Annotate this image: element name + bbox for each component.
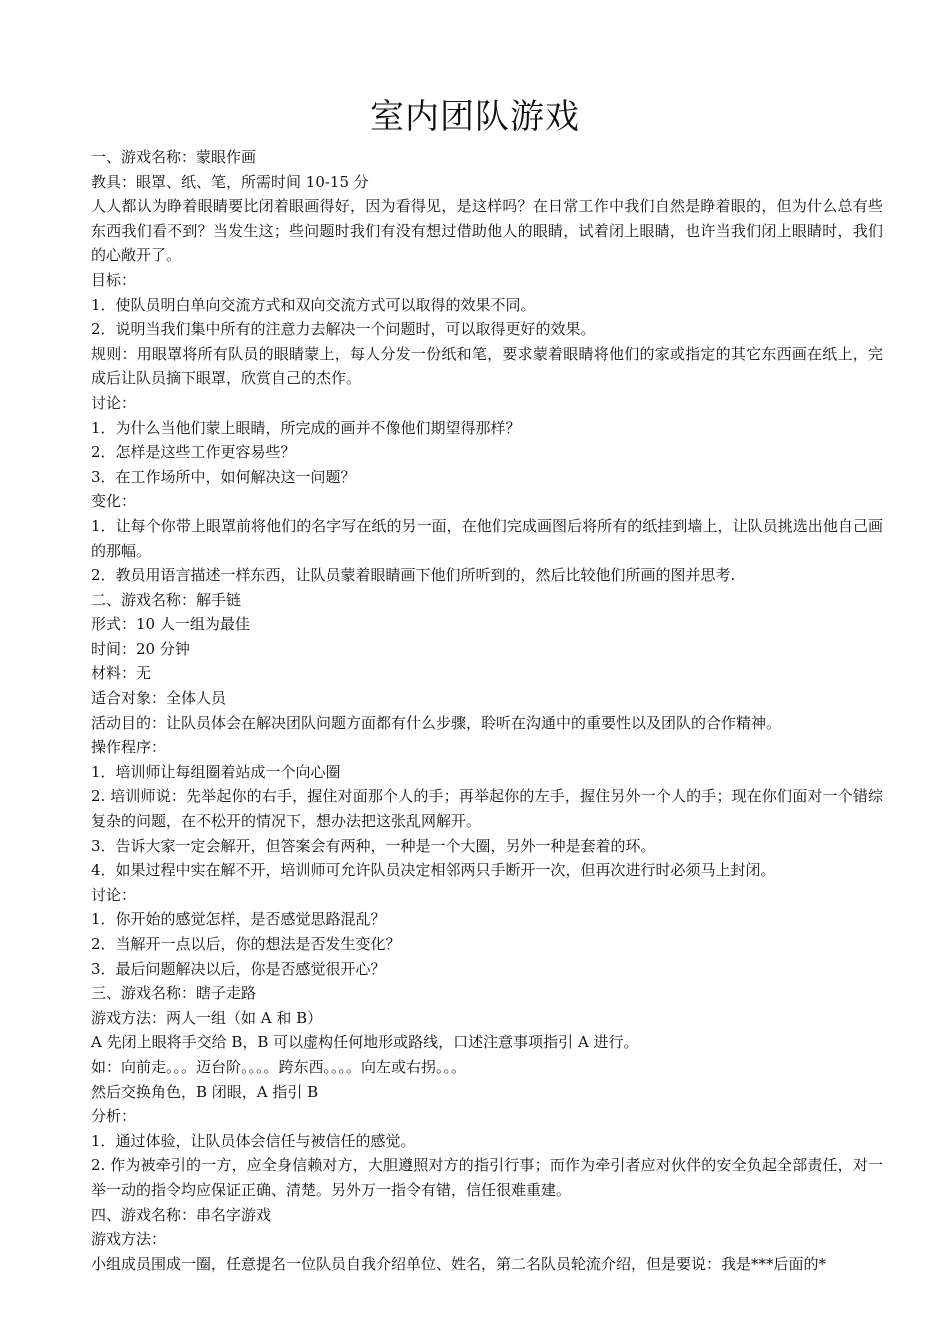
paragraph: 目标： xyxy=(91,270,137,289)
paragraph: 游戏方法：两人一组（如 A 和 B） xyxy=(91,1008,323,1027)
paragraph: 一、游戏名称：蒙眼作画 xyxy=(91,148,257,166)
paragraph: 1．培训师让每组圈着站成一个向心圈 xyxy=(91,762,341,781)
document-body xyxy=(91,145,883,1276)
paragraph: 变化： xyxy=(91,492,137,511)
paragraph: 1．为什么当他们蒙上眼睛，所完成的画并不像他们期望得那样？ xyxy=(91,418,521,437)
paragraph: 材料：无 xyxy=(91,664,152,683)
document-title: 室内团队游戏 xyxy=(370,97,580,137)
paragraph: 2. 作为被牵引的一方，应全身信赖对方，大胆遵照对方的指引行事；而作为牵引者应对伙伴的安全负起全部责任，对一举一动的指令均应保证正确、清楚。另外万一指令有错，信任很难重建。 xyxy=(91,1156,883,1199)
paragraph: 然后交换角色，B 闭眼，A 指引 B xyxy=(91,1082,319,1101)
paragraph: 人人都认为睁着眼睛要比闭着眼画得好，因为看得见，是这样吗？在日常工作中我们自然是睁着眼的，但为什么总有些东西我们看不到？当发生这；些问题时我们有没有想过借助他人的眼睛，试着闭上眼睛，也许当我们闭上眼睛时，我们的心敞开了。 xyxy=(91,197,883,265)
paragraph: 二、游戏名称：解手链 xyxy=(91,590,242,609)
paragraph: 三、游戏名称：瞎子走路 xyxy=(91,984,257,1003)
paragraph: 3．在工作场所中，如何解决这一问题？ xyxy=(91,467,356,486)
paragraph: 2．当解开一点以后，你的想法是否发生变化？ xyxy=(91,935,401,953)
paragraph: 操作程序： xyxy=(91,738,167,757)
paragraph: A 先闭上眼将手交给 B，B 可以虚构任何地形或路线，口述注意事项指引 A 进行。 xyxy=(91,1033,639,1052)
paragraph: 讨论： xyxy=(91,885,137,904)
paragraph: 适合对象：全体人员 xyxy=(91,689,227,708)
paragraph: 规则：用眼罩将所有队员的眼睛蒙上，每人分发一份纸和笔，要求蒙着眼睛将他们的家或指定的其它东西画在纸上，完成后让队员摘下眼罩，欣赏自己的杰作。 xyxy=(91,344,883,388)
paragraph: 形式：10 人一组为最佳 xyxy=(91,615,250,634)
paragraph: 2．教员用语言描述一样东西，让队员蒙着眼睛画下他们所听到的，然后比较他们所画的图并思考. xyxy=(91,566,736,585)
paragraph: 如：向前走。。。迈台阶。。。。跨东西。。。。向左或右拐。。。 xyxy=(91,1057,467,1076)
paragraph: 分析： xyxy=(91,1107,137,1126)
paragraph: 小组成员围成一圈，任意提名一位队员自我介绍单位、姓名，第二名队员轮流介绍，但是要说：我是***后面的* xyxy=(91,1254,827,1273)
paragraph: 1．使队员明白单向交流方式和双向交流方式可以取得的效果不同。 xyxy=(91,295,536,314)
paragraph: 时间：20 分钟 xyxy=(91,639,190,658)
paragraph: 游戏方法： xyxy=(91,1230,167,1249)
paragraph: 四、游戏名称：串名字游戏 xyxy=(91,1205,272,1224)
paragraph: 2．怎样是这些工作更容易些？ xyxy=(91,443,296,462)
paragraph: 1．你开始的感觉怎样，是否感觉思路混乱？ xyxy=(91,910,386,929)
paragraph: 讨论： xyxy=(91,393,137,412)
paragraph: 1．通过体验，让队员体会信任与被信任的感觉。 xyxy=(91,1131,416,1150)
paragraph: 3．最后问题解决以后，你是否感觉很开心？ xyxy=(91,959,386,978)
paragraph: 教具：眼罩、纸、笔，所需时间 10-15 分 xyxy=(91,172,369,191)
paragraph: 2．说明当我们集中所有的注意力去解决一个问题时，可以取得更好的效果。 xyxy=(91,320,596,339)
paragraph: 2. 培训师说：先举起你的右手，握住对面那个人的手；再举起你的左手，握住另外一个人的手；现在你们面对一个错综复杂的问题，在不松开的情况下，想办法把这张乱网解开。 xyxy=(91,787,883,831)
paragraph: 1．让每个你带上眼罩前将他们的名字写在纸的另一面，在他们完成画图后将所有的纸挂到墙上，让队员挑选出他自己画的那幅。 xyxy=(91,516,883,560)
paragraph: 3．告诉大家一定会解开，但答案会有两种，一种是一个大圈，另外一种是套着的环。 xyxy=(91,836,656,855)
paragraph: 4．如果过程中实在解不开，培训师可允许队员决定相邻两只手断开一次，但再次进行时必须马上封闭。 xyxy=(91,861,776,880)
paragraph: 活动目的：让队员体会在解决团队问题方面都有什么步骤，聆听在沟通中的重要性以及团队的合作精神。 xyxy=(91,713,782,732)
